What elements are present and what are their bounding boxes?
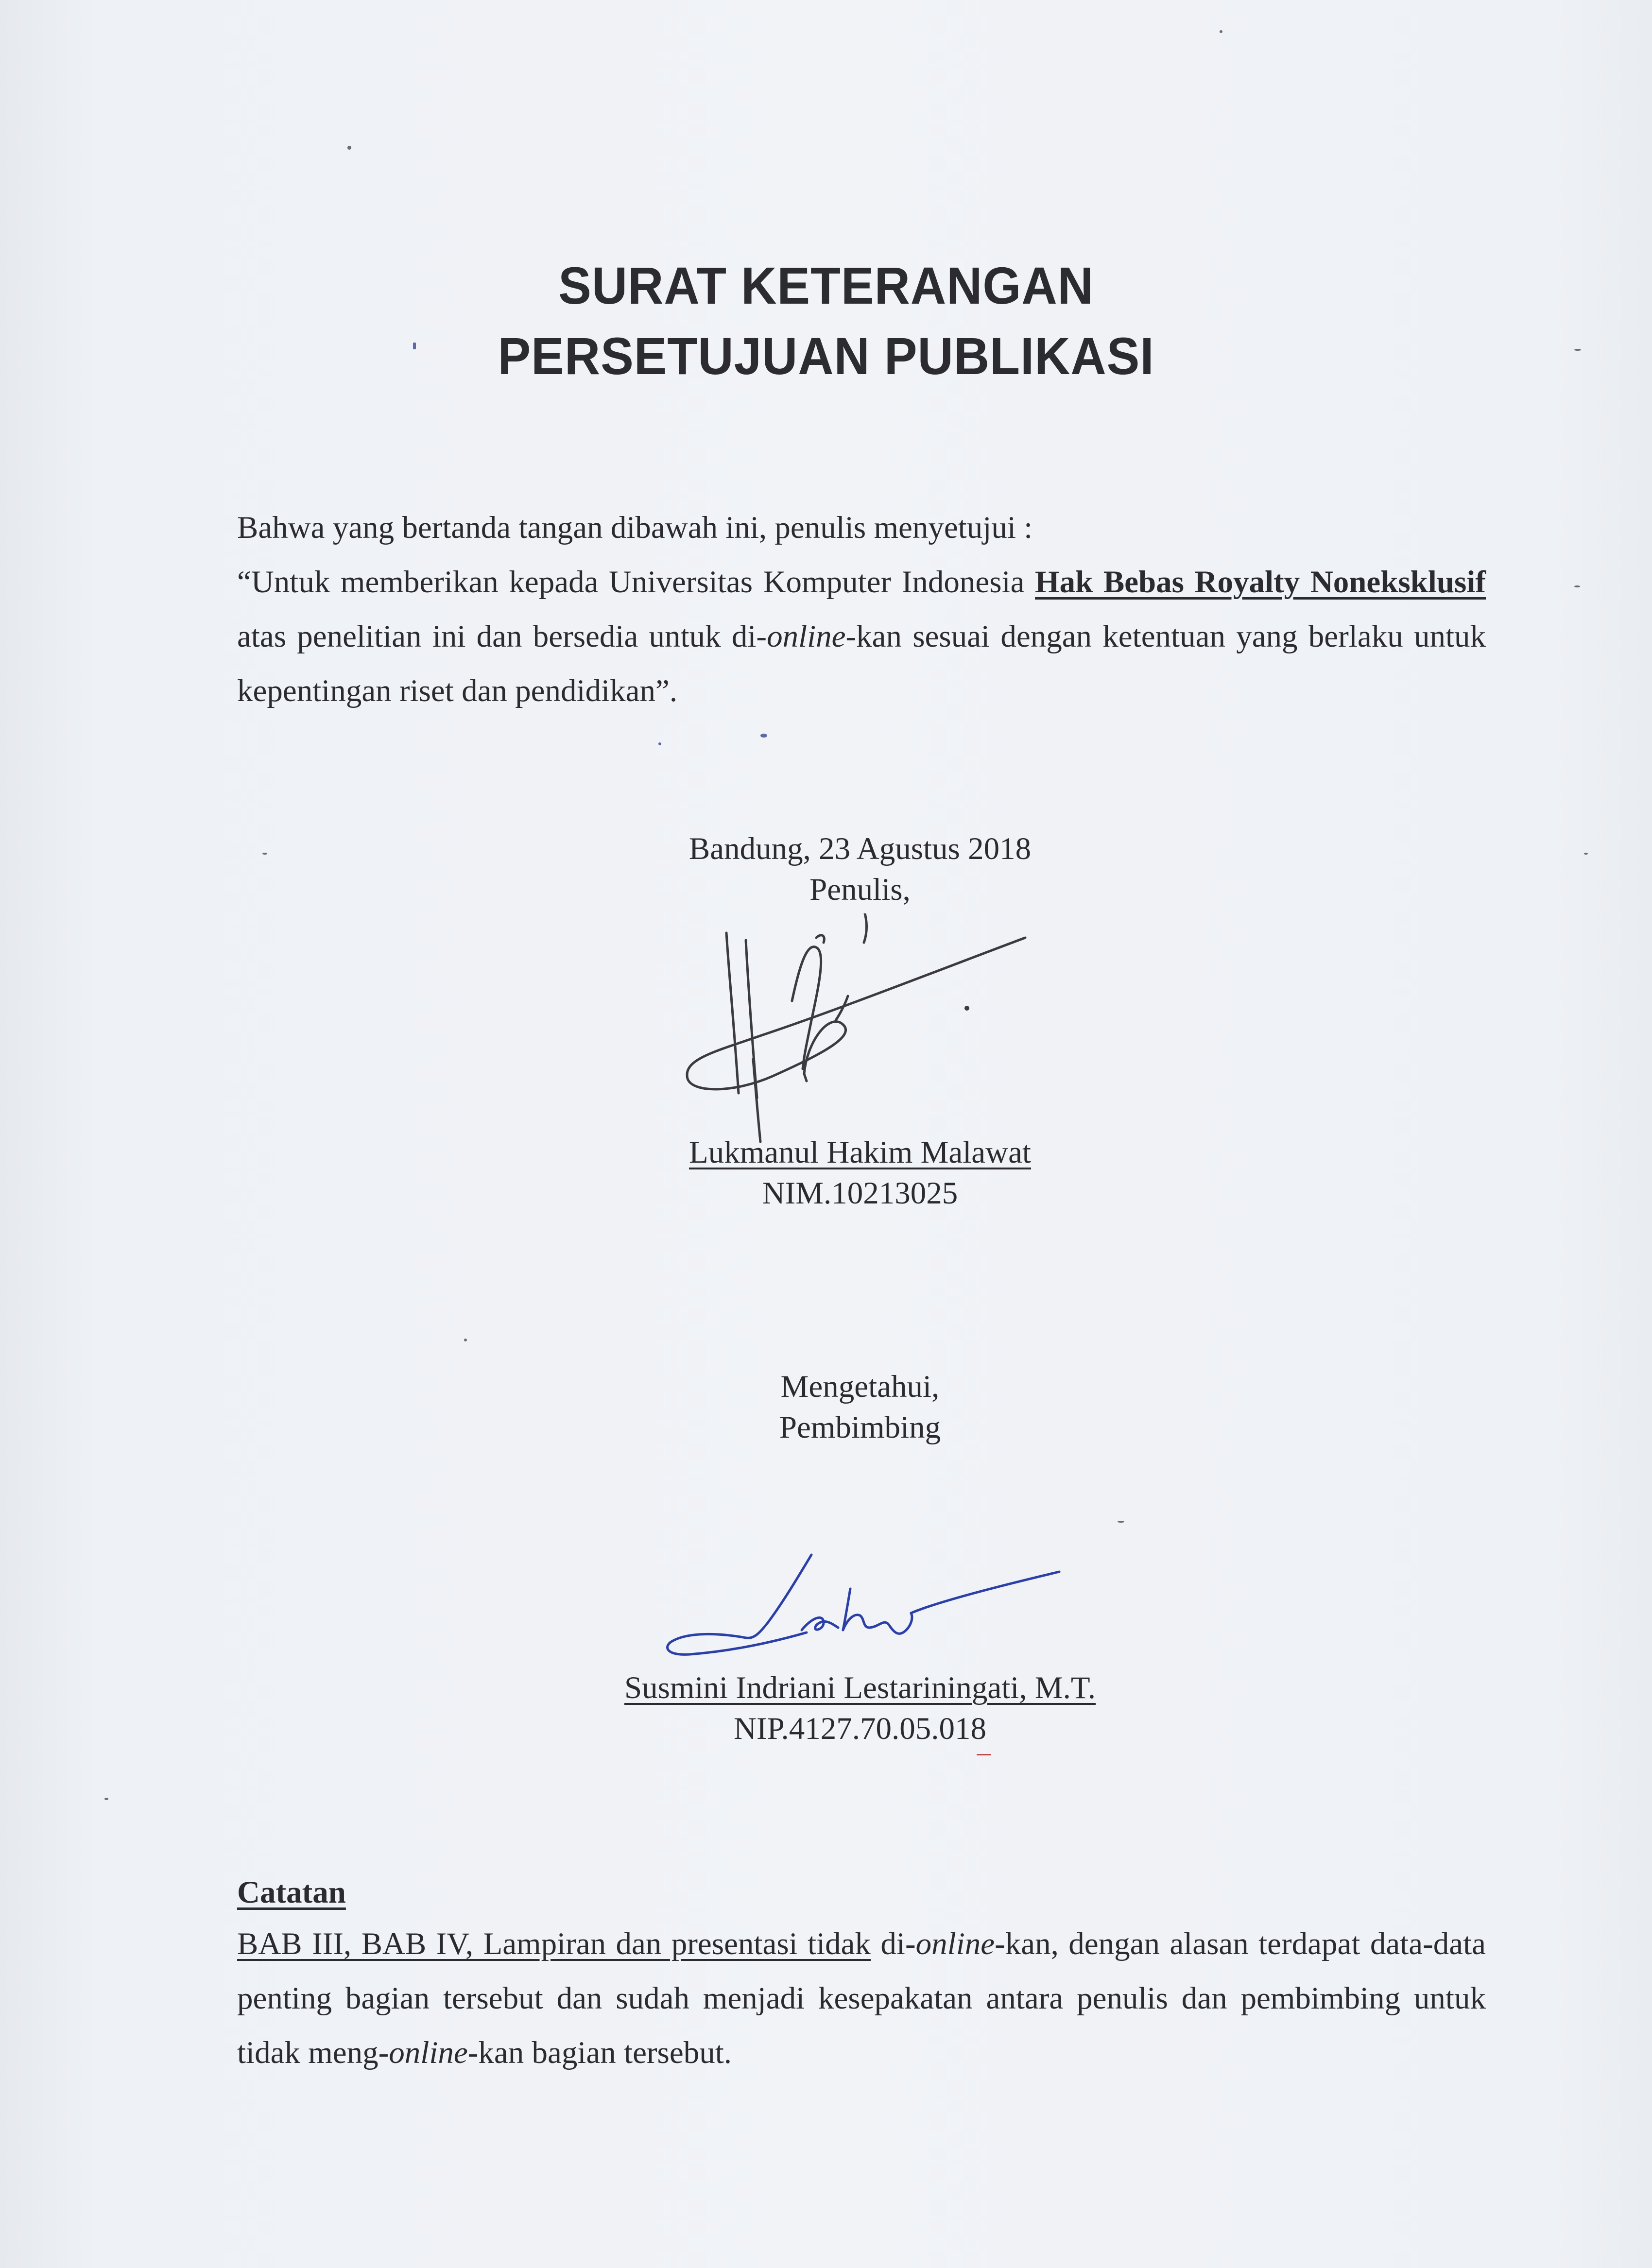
author-identity-block bbox=[486, 1132, 1234, 1214]
quote-line-2 bbox=[237, 609, 1486, 664]
note-excluded-sections: BAB III, BAB IV, Lampiran dan presentasi tidak bbox=[237, 1926, 871, 1961]
scan-speck bbox=[347, 146, 351, 150]
note-line-1-italic: online bbox=[915, 1926, 995, 1961]
acknowledge-label: Mengetahui, bbox=[780, 1369, 940, 1404]
quote-line-2-italic: online bbox=[767, 619, 846, 654]
supervisor-identity-block bbox=[486, 1667, 1234, 1749]
author-date-block bbox=[486, 828, 1234, 910]
note-line-2: penting bagian tersebut dan sudah menjadi kesepakatan antara penulis dan pembimbing untuk bbox=[237, 1981, 1486, 2016]
note-section bbox=[237, 1868, 1486, 2080]
quote-line-1 bbox=[237, 555, 1486, 609]
agreement-paragraph bbox=[237, 500, 1486, 718]
scan-speck bbox=[104, 1798, 108, 1800]
scan-speck bbox=[760, 734, 767, 738]
scan-speck bbox=[1584, 853, 1588, 855]
note-line-3-post: -kan bagian tersebut. bbox=[467, 2035, 732, 2070]
author-name: Lukmanul Hakim Malawat bbox=[689, 1135, 1031, 1170]
author-nim: NIM.10213025 bbox=[762, 1176, 958, 1211]
scan-speck bbox=[1220, 30, 1222, 33]
document-title-line-1: SURAT KETERANGAN bbox=[558, 256, 1094, 315]
note-line-1-post: -kan, dengan alasan terdapat data-data bbox=[995, 1926, 1486, 1961]
document-title-line-2: PERSETUJUAN PUBLIKASI bbox=[498, 326, 1154, 385]
scan-speck bbox=[658, 742, 661, 745]
scan-speck bbox=[464, 1339, 467, 1341]
author-signature bbox=[675, 913, 1045, 1147]
place-date: Bandung, 23 Agustus 2018 bbox=[688, 831, 1032, 866]
quote-line-3: kepentingan riset dan pendidikan”. bbox=[237, 673, 678, 708]
supervisor-name: Susmini Indriani Lestariningati, M.T. bbox=[624, 1670, 1096, 1705]
signature-dot bbox=[964, 1006, 969, 1011]
supervisor-signature bbox=[656, 1545, 1069, 1671]
note-line-3-pre: tidak meng- bbox=[237, 2035, 389, 2070]
note-heading: Catatan bbox=[237, 1875, 346, 1910]
scan-speck bbox=[977, 1754, 991, 1755]
note-line-3 bbox=[237, 2026, 1486, 2080]
author-role: Penulis, bbox=[809, 872, 911, 907]
quote-start-text: “Untuk memberikan kepada Universitas Komputer Indonesia bbox=[237, 565, 1025, 600]
intro-line: Bahwa yang bertanda tangan dibawah ini, penulis menyetujui : bbox=[237, 510, 1033, 545]
supervisor-role: Pembimbing bbox=[779, 1410, 941, 1445]
royalty-term: Hak Bebas Royalty Noneksklusif bbox=[1035, 565, 1486, 600]
supervisor-nip: NIP.4127.70.05.018 bbox=[733, 1711, 987, 1746]
scan-speck bbox=[1118, 1521, 1124, 1523]
acknowledgement-block bbox=[486, 1366, 1234, 1448]
scan-speck bbox=[1574, 349, 1581, 351]
quote-line-2-pre: atas penelitian ini dan bersedia untuk di- bbox=[237, 619, 767, 654]
note-line-3-italic: online bbox=[389, 2035, 468, 2070]
scan-speck bbox=[413, 343, 416, 349]
quote-line-2-post: -kan sesuai dengan ketentuan yang berlaku untuk bbox=[845, 619, 1486, 654]
note-line-1-pre: di- bbox=[871, 1926, 916, 1961]
scan-speck bbox=[1574, 585, 1580, 587]
note-line-1 bbox=[237, 1917, 1486, 1971]
scan-speck bbox=[262, 853, 267, 855]
